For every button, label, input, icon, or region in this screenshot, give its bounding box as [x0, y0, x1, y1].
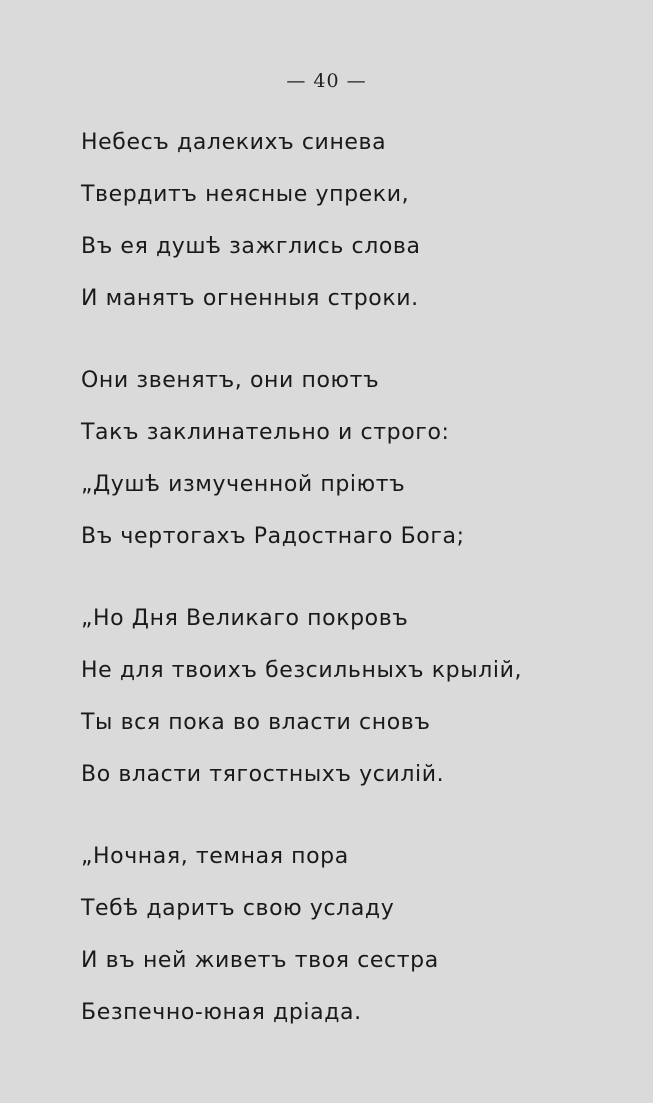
poem-line: „Ночная, темная пора — [81, 844, 349, 869]
poem-line: И манятъ огненныя строки. — [81, 286, 419, 311]
poem-line: Не для твоихъ безсильныхъ крылiй, — [81, 658, 523, 683]
stanza-3 — [81, 604, 621, 812]
poem — [81, 128, 621, 1080]
poem-line: Твердитъ неясные упреки, — [81, 182, 410, 207]
poem-line: Они звенятъ, они поютъ — [81, 368, 380, 393]
poem-line: И въ ней живетъ твоя сестра — [81, 948, 439, 973]
poem-line: Небесъ далекихъ синева — [81, 130, 387, 155]
poem-line: Въ ея душѣ зажглись слова — [81, 234, 421, 259]
poem-line: Въ чертогахъ Радостнаго Бога; — [81, 524, 465, 549]
poem-line: „Но Дня Великаго покровъ — [81, 606, 409, 631]
stanza-2 — [81, 366, 621, 574]
poem-line: Такъ заклинательно и строго: — [81, 420, 450, 445]
poem-line: Безпечно-юная дрiада. — [81, 1000, 362, 1025]
poem-line: Ты вся пока во власти сновъ — [81, 710, 431, 735]
stanza-1 — [81, 128, 621, 336]
poem-line: Во власти тягостныхъ усилiй. — [81, 762, 445, 787]
poem-line: Тебѣ даритъ свою усладу — [81, 896, 395, 921]
stanza-4 — [81, 842, 621, 1050]
poem-line: „Душѣ измученной прiютъ — [81, 472, 406, 497]
page-number: — 40 — — [286, 70, 367, 92]
